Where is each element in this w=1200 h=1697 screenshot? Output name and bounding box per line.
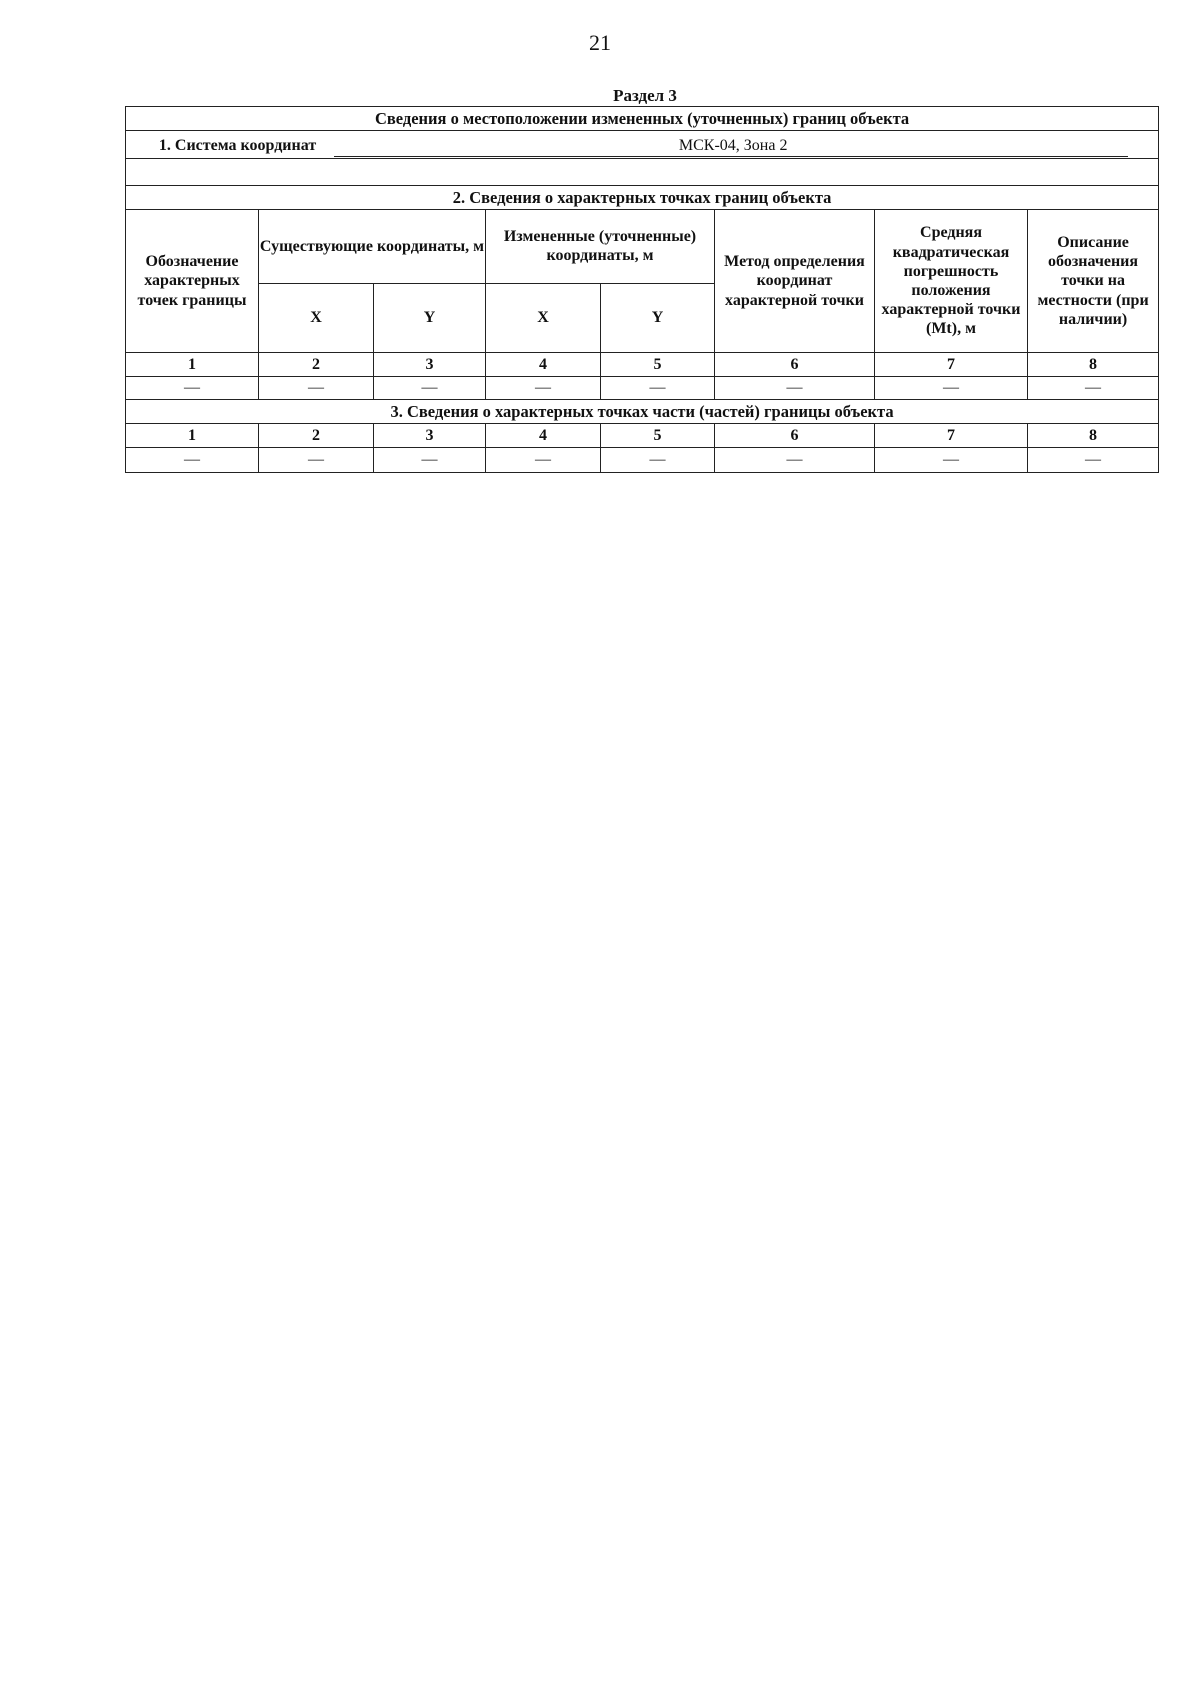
table-cell: — (126, 377, 259, 400)
table-cell: — (374, 448, 486, 473)
table-cell: — (374, 377, 486, 400)
section-title: Раздел 3 (613, 86, 677, 105)
table-cell: — (715, 377, 875, 400)
page-number: 21 (589, 30, 611, 55)
header-existing-x: X (259, 283, 374, 353)
header-changed-y: Y (601, 283, 715, 353)
header-existing-y: Y (374, 283, 486, 353)
header-changed-coords: Измененные (уточненные) координаты, м (486, 210, 715, 284)
table-row (126, 448, 1159, 473)
boundary-table (125, 106, 1159, 473)
table-cell: — (126, 448, 259, 473)
column-number: 2 (259, 353, 374, 377)
header-changed-x: X (486, 283, 601, 353)
column-number: 6 (715, 353, 875, 377)
table-cell: — (1028, 377, 1159, 400)
coordinate-system-label: 1. Система координат (158, 137, 317, 155)
table-cell: — (601, 448, 715, 473)
spacer-row (126, 159, 1159, 186)
column-number: 3 (374, 353, 486, 377)
table-cell: — (259, 377, 374, 400)
column-number: 3 (374, 424, 486, 448)
column-number: 4 (486, 424, 601, 448)
column-number: 5 (601, 424, 715, 448)
header-error: Средняя квадратическая погрешность положения характерной точки (Mt), м (875, 210, 1028, 353)
header-point-designation: Обозначение характерных точек границы (126, 210, 259, 353)
column-number: 1 (126, 353, 259, 377)
column-number: 8 (1028, 424, 1159, 448)
table-cell: — (715, 448, 875, 473)
coordinate-system-value: МСК-04, Зона 2 (334, 136, 1128, 156)
table-cell: — (875, 377, 1028, 400)
column-number: 7 (875, 353, 1028, 377)
column-number: 4 (486, 353, 601, 377)
header-description: Описание обозначения точки на местности (при наличии) (1028, 210, 1159, 353)
table-row (126, 377, 1159, 400)
table-cell: — (1028, 448, 1159, 473)
column-number: 2 (259, 424, 374, 448)
column-number: 8 (1028, 353, 1159, 377)
table-cell: — (259, 448, 374, 473)
header-existing-coords: Существующие координаты, м (259, 210, 486, 284)
column-number: 6 (715, 424, 875, 448)
table-cell: — (875, 448, 1028, 473)
table-cell: — (486, 377, 601, 400)
table-title: Сведения о местоположении измененных (уточненных) границ объекта (126, 107, 1159, 131)
table-cell: — (601, 377, 715, 400)
column-number: 7 (875, 424, 1028, 448)
column-number: 1 (126, 424, 259, 448)
part2-title: 2. Сведения о характерных точках границ объекта (126, 186, 1159, 210)
table-cell: — (486, 448, 601, 473)
column-number: 5 (601, 353, 715, 377)
header-method: Метод определения координат характерной точки (715, 210, 875, 353)
coordinate-system-row (126, 131, 1159, 159)
part3-title: 3. Сведения о характерных точках части (частей) границы объекта (126, 400, 1159, 424)
